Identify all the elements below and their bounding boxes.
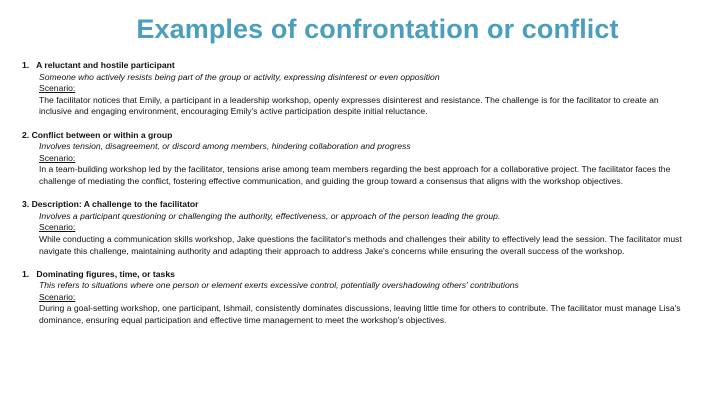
section-heading xyxy=(22,269,692,281)
section-number: 1. xyxy=(22,268,30,279)
section-number: 2. xyxy=(22,129,30,140)
section-heading-text: A reluctant and hostile participant xyxy=(36,60,175,70)
scenario-text: While conducting a communication skills workshop, Jake questions the facilitator's methods and challenges their ability to effectively lead the session. The facilitator must navigate this challenge, maintaining authority and adapting their approach to address Jake's concerns while ensuring the overall success of the workshop. xyxy=(39,233,682,256)
section-heading xyxy=(22,130,692,142)
section-heading xyxy=(22,60,692,72)
section-heading-text: Conflict between or within a group xyxy=(31,129,173,140)
section-body xyxy=(22,141,692,187)
scenario-label: Scenario: xyxy=(39,152,76,163)
slide-title: Examples of confrontation or conflict xyxy=(136,14,619,44)
section-description: This refers to situations where one person or element exerts excessive control, potentially overshadowing others' contributions xyxy=(39,280,519,291)
section-body xyxy=(22,72,692,118)
scenario-label: Scenario: xyxy=(39,291,76,302)
section-heading-text: Description: A challenge to the facilitator xyxy=(31,199,199,210)
section-number: 1. xyxy=(22,60,30,70)
section-heading-text: Dominating figures, time, or tasks xyxy=(36,268,175,279)
section-body xyxy=(22,211,692,257)
section-facilitator-challenge xyxy=(22,199,692,257)
section-heading xyxy=(22,199,692,211)
scenario-text: During a goal-setting workshop, one participant, Ishmail, consistently dominates discussions, leaving little time for others to contribute. The facilitator must manage Lisa's dominance, ensuring equal participation and effective time management to meet the workshop's objectives. xyxy=(39,303,681,326)
section-description: Involves a participant questioning or challenging the authority, effectiveness, or approach of the person leading the group. xyxy=(39,210,501,221)
section-description: Someone who actively resists being part of the group or activity, expressing disinterest or even opposition xyxy=(39,71,440,82)
section-number: 3. xyxy=(22,199,30,210)
section-body xyxy=(22,280,692,326)
section-dominating-figures xyxy=(22,269,692,327)
section-group-conflict xyxy=(22,130,692,188)
scenario-text: In a team-building workshop led by the facilitator, tensions arise among team members regarding the best approach for a collaborative project. The facilitator faces the challenge of mediating the conflict, fostering effective communication, and guiding the group toward a consensus that aligns with the workshop objectives. xyxy=(39,164,671,186)
scenario-label: Scenario: xyxy=(39,83,76,94)
scenario-label: Scenario: xyxy=(39,222,76,233)
section-reluctant-participant xyxy=(22,60,692,118)
section-description: Involves tension, disagreement, or discord among members, hindering collaboration and progress xyxy=(39,141,411,152)
scenario-text: The facilitator notices that Emily, a participant in a leadership workshop, openly expresses disinterest and resistance. The challenge is for the facilitator to create an inclusive and engaging environment, encouraging Emily's active participation despite initial reluctance. xyxy=(39,94,659,117)
slide-content xyxy=(22,60,692,327)
